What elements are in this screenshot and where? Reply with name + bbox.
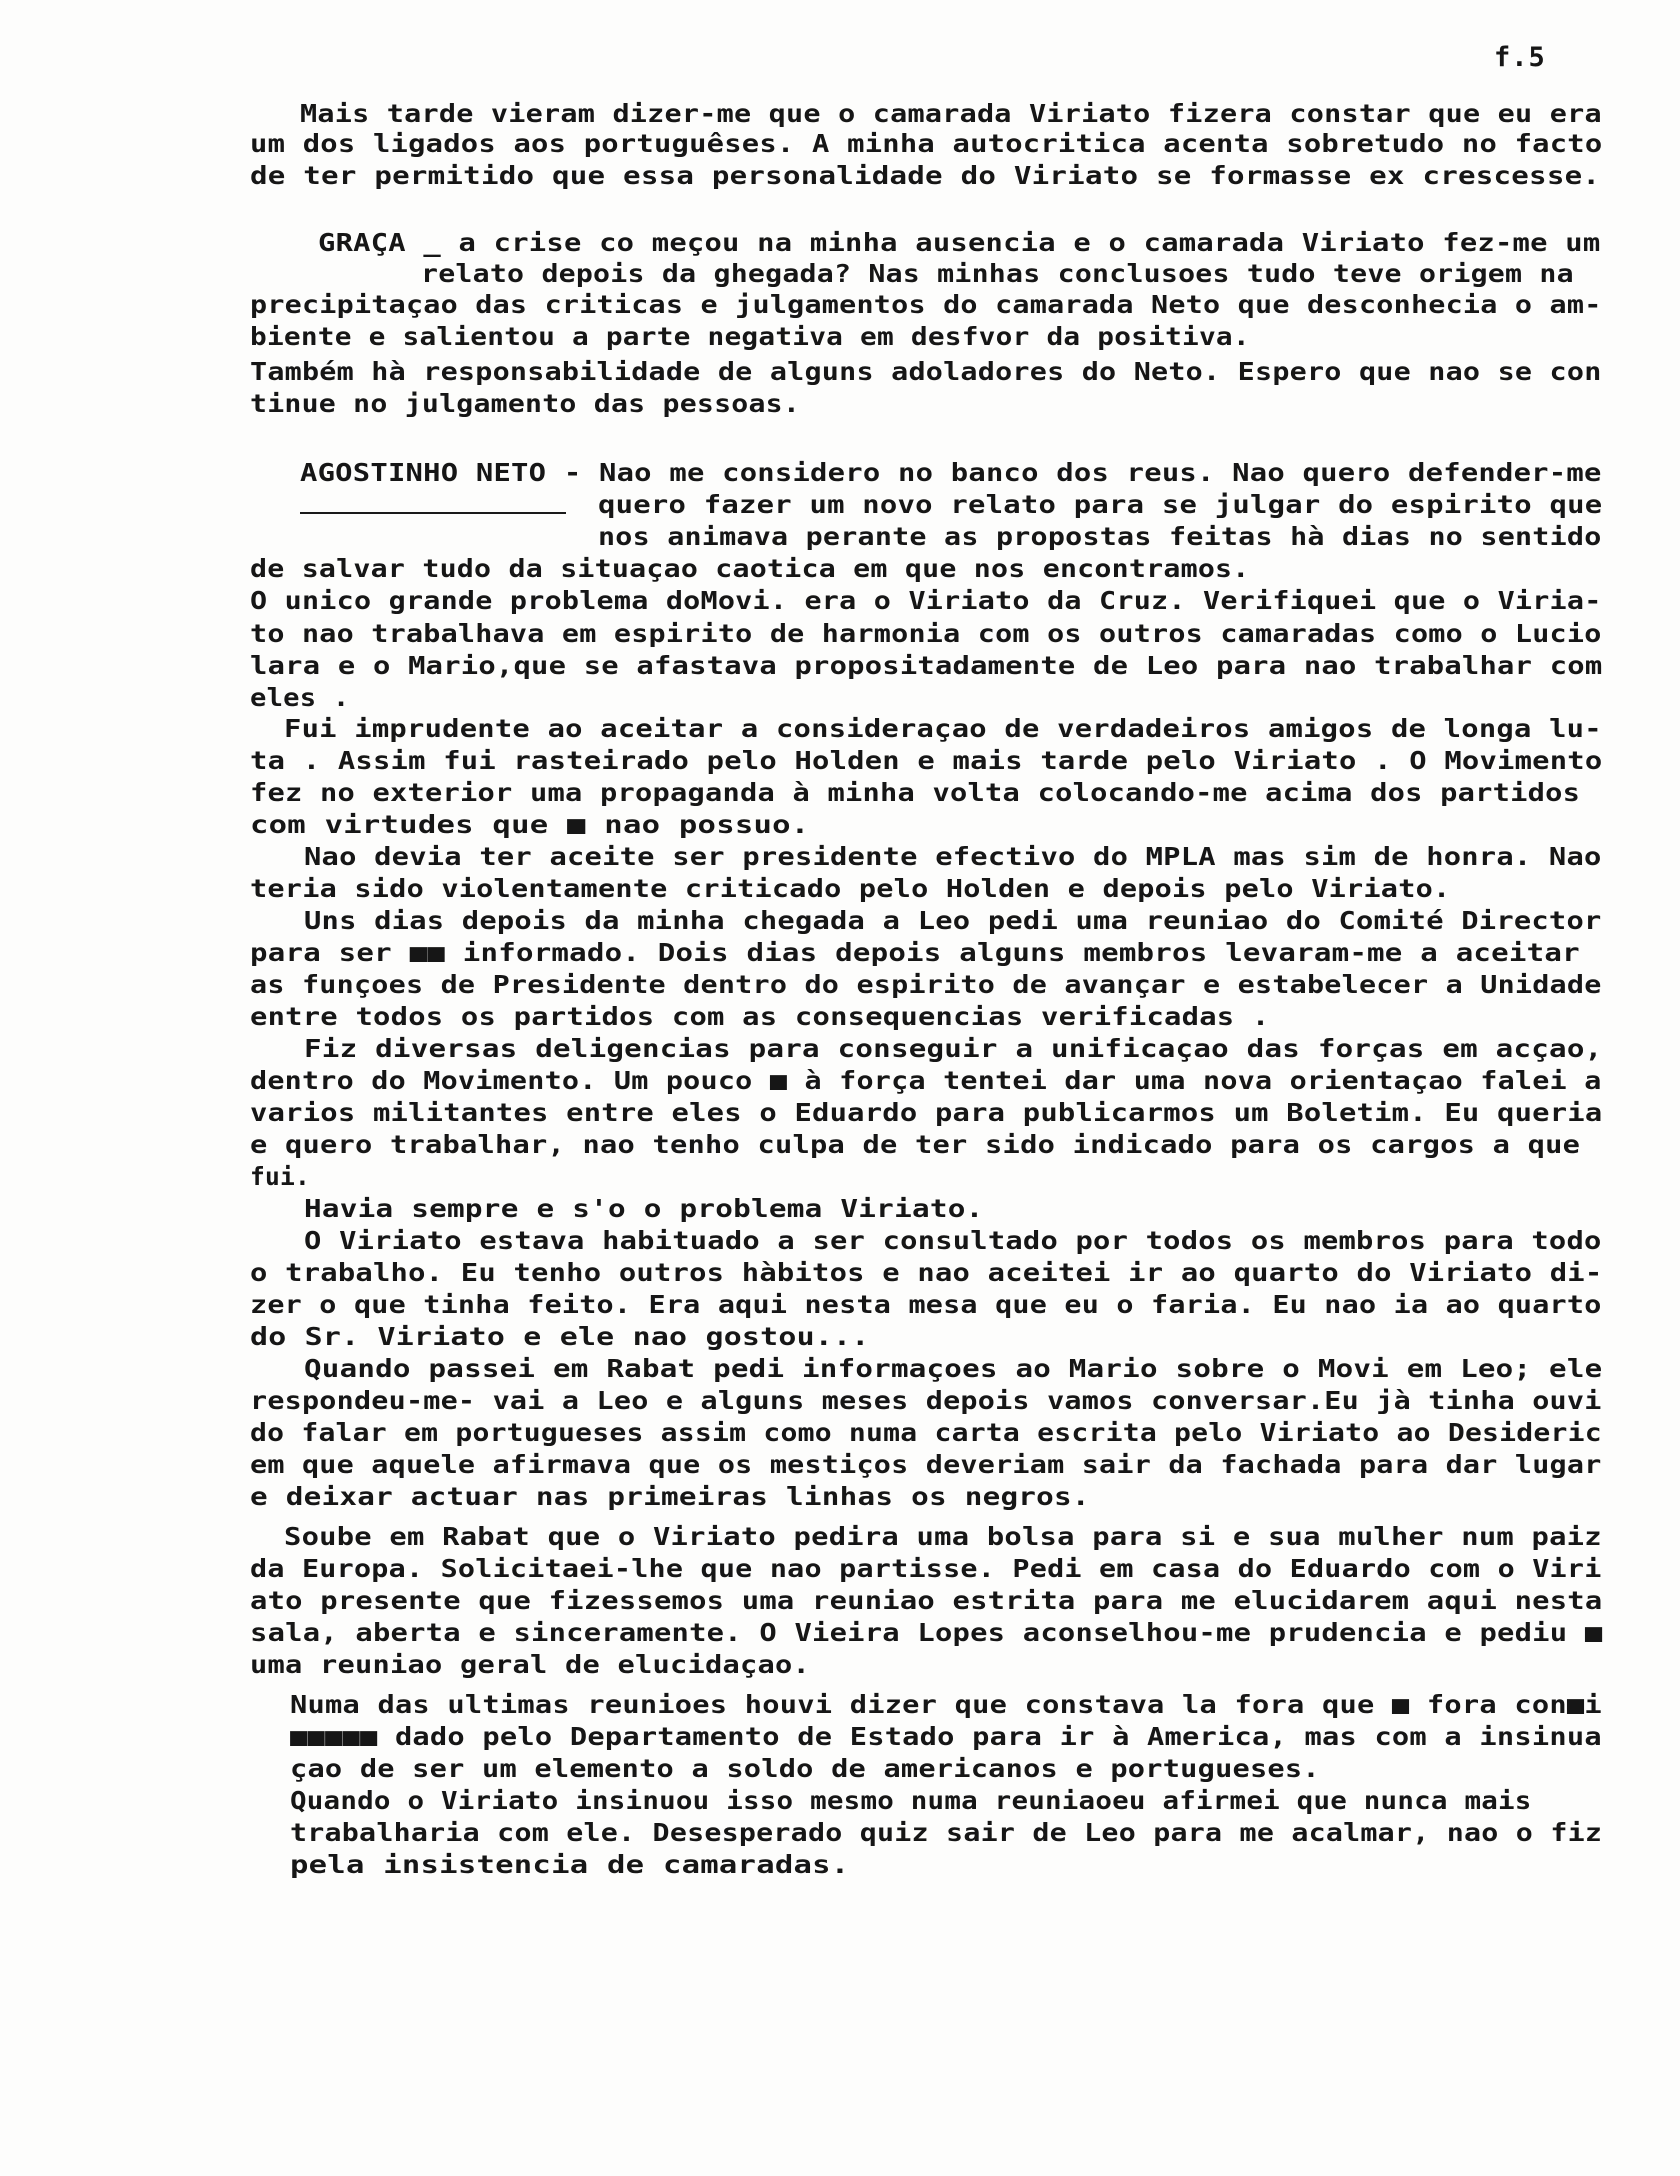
text-line: e quero trabalhar, nao tenho culpa de ter sido indicado para os cargos a que bbox=[250, 1130, 1581, 1159]
text-line: Uns dias depois da minha chegada a Leo pedi uma reuniao do Comité Director bbox=[304, 906, 1602, 935]
text-line: em que aquele afirmava que os mestiços deveriam sair da fachada para dar lugar bbox=[250, 1450, 1602, 1479]
text-line: Quando passei em Rabat pedi informaçoes ao Mario sobre o Movi em Leo; ele bbox=[304, 1354, 1603, 1383]
text-line: Fui imprudente ao aceitar a consideraçao de verdadeiros amigos de longa lu- bbox=[284, 714, 1602, 743]
text-line: fui. bbox=[250, 1162, 311, 1191]
text-line: respondeu-me- vai a Leo e alguns meses depois vamos conversar.Eu jà tinha ouvi bbox=[250, 1386, 1602, 1415]
text-line: de ter permitido que essa personalidade do Viriato se formasse ex crescesse. bbox=[250, 161, 1601, 190]
text-line: as funçoes de Presidente dentro do espirito de avançar e estabelecer a Unidade bbox=[250, 970, 1602, 999]
text-line: para ser ■■ informado. Dois dias depois alguns membros levaram-me a aceitar bbox=[250, 938, 1580, 967]
text-line: um dos ligados aos portuguêses. A minha autocritica acenta sobretudo no facto bbox=[250, 129, 1603, 158]
text-line: Nao devia ter aceite ser presidente efectivo do MPLA mas sim de honra. Nao bbox=[304, 842, 1602, 871]
text-line: de salvar tudo da situaçao caotica em que nos encontramos. bbox=[250, 554, 1250, 583]
text-line: GRAÇA _ a crise co meçou na minha ausencia e o camarada Viriato fez-me um bbox=[318, 228, 1601, 257]
speaker-underline bbox=[300, 512, 566, 514]
text-line: AGOSTINHO NETO - Nao me considero no banco dos reus. Nao quero defender-me bbox=[300, 458, 1602, 487]
text-line: tinue no julgamento das pessoas. bbox=[250, 389, 801, 418]
text-line: to nao trabalhava em espirito de harmonia com os outros camaradas como o Lucio bbox=[250, 619, 1602, 648]
text-line: ■■■■■ dado pelo Departamento de Estado para ir à America, mas com a insinua bbox=[290, 1722, 1602, 1751]
text-line: pela insistencia de camaradas. bbox=[290, 1850, 850, 1879]
text-line: zer o que tinha feito. Era aqui nesta mesa que eu o faria. Eu nao ia ao quarto bbox=[250, 1290, 1602, 1319]
text-line: do falar em portugueses assim como numa carta escrita pelo Viriato ao Desideric bbox=[250, 1418, 1602, 1447]
text-line: dentro do Movimento. Um pouco ■ à força tentei dar uma nova orientaçao falei a bbox=[250, 1066, 1602, 1095]
text-line: Quando o Viriato insinuou isso mesmo numa reuniaoeu afirmei que nunca mais bbox=[290, 1786, 1532, 1815]
text-line: eles . bbox=[250, 683, 350, 712]
text-line: do Sr. Viriato e ele nao gostou... bbox=[250, 1322, 870, 1351]
text-line: entre todos os partidos com as consequencias verificadas . bbox=[250, 1002, 1270, 1031]
page-number: f.5 bbox=[1494, 42, 1546, 73]
text-line: Mais tarde vieram dizer-me que o camarada Viriato fizera constar que eu era bbox=[300, 99, 1602, 128]
text-line: lara e o Mario,que se afastava propositadamente de Leo para nao trabalhar com bbox=[250, 651, 1603, 680]
text-line: fez no exterior uma propaganda à minha volta colocando-me acima dos partidos bbox=[250, 778, 1581, 807]
text-line: çao de ser um elemento a soldo de americanos e portugueses. bbox=[290, 1754, 1320, 1783]
text-line: Numa das ultimas reunioes houvi dizer que constava la fora que ■ fora con■i bbox=[290, 1690, 1602, 1719]
text-line: nos animava perante as propostas feitas hà dias no sentido bbox=[598, 522, 1602, 551]
text-line: O unico grande problema doMovi. era o Viriato da Cruz. Verifiquei que o Viria- bbox=[250, 586, 1602, 615]
text-line: ta . Assim fui rasteirado pelo Holden e mais tarde pelo Viriato . O Movimento bbox=[250, 746, 1603, 775]
text-line: e deixar actuar nas primeiras linhas os negros. bbox=[250, 1482, 1090, 1511]
text-line: varios militantes entre eles o Eduardo para publicarmos um Boletim. Eu queria bbox=[250, 1098, 1603, 1127]
text-line: ato presente que fizessemos uma reuniao estrita para me elucidarem aqui nesta bbox=[250, 1586, 1603, 1615]
text-line: uma reuniao geral de elucidaçao. bbox=[250, 1650, 811, 1679]
text-line: com virtudes que ■ nao possuo. bbox=[250, 810, 810, 839]
text-line: relato depois da ghegada? Nas minhas conclusoes tudo teve origem na bbox=[421, 259, 1574, 288]
text-line: Havia sempre e s'o o problema Viriato. bbox=[304, 1194, 984, 1223]
text-line: Soube em Rabat que o Viriato pedira uma bolsa para si e sua mulher num paiz bbox=[284, 1522, 1602, 1551]
text-line: da Europa. Solicitaei-lhe que nao partisse. Pedi em casa do Eduardo com o Viri bbox=[250, 1554, 1602, 1583]
text-line: teria sido violentamente criticado pelo Holden e depois pelo Viriato. bbox=[250, 874, 1451, 903]
text-line: precipitaçao das criticas e julgamentos do camarada Neto que desconhecia o am- bbox=[250, 290, 1602, 319]
text-line: quero fazer um novo relato para se julgar do espirito que bbox=[598, 490, 1603, 519]
text-line: sala, aberta e sinceramente. O Vieira Lopes aconselhou-me prudencia e pediu ■ bbox=[250, 1618, 1603, 1647]
text-line: O Viriato estava habituado a ser consultado por todos os membros para todo bbox=[304, 1226, 1602, 1255]
text-line: biente e salientou a parte negativa em desfvor da positiva. bbox=[250, 322, 1250, 351]
text-line: Fiz diversas deligencias para conseguir a unificaçao das forças em acçao, bbox=[304, 1034, 1603, 1063]
text-line: o trabalho. Eu tenho outros hàbitos e nao aceitei ir ao quarto do Viriato di- bbox=[250, 1258, 1603, 1287]
text-line: trabalharia com ele. Desesperado quiz sair de Leo para me acalmar, nao o fiz bbox=[290, 1818, 1603, 1847]
text-line: Também hà responsabilidade de alguns adoladores do Neto. Espero que nao se con bbox=[250, 357, 1602, 386]
